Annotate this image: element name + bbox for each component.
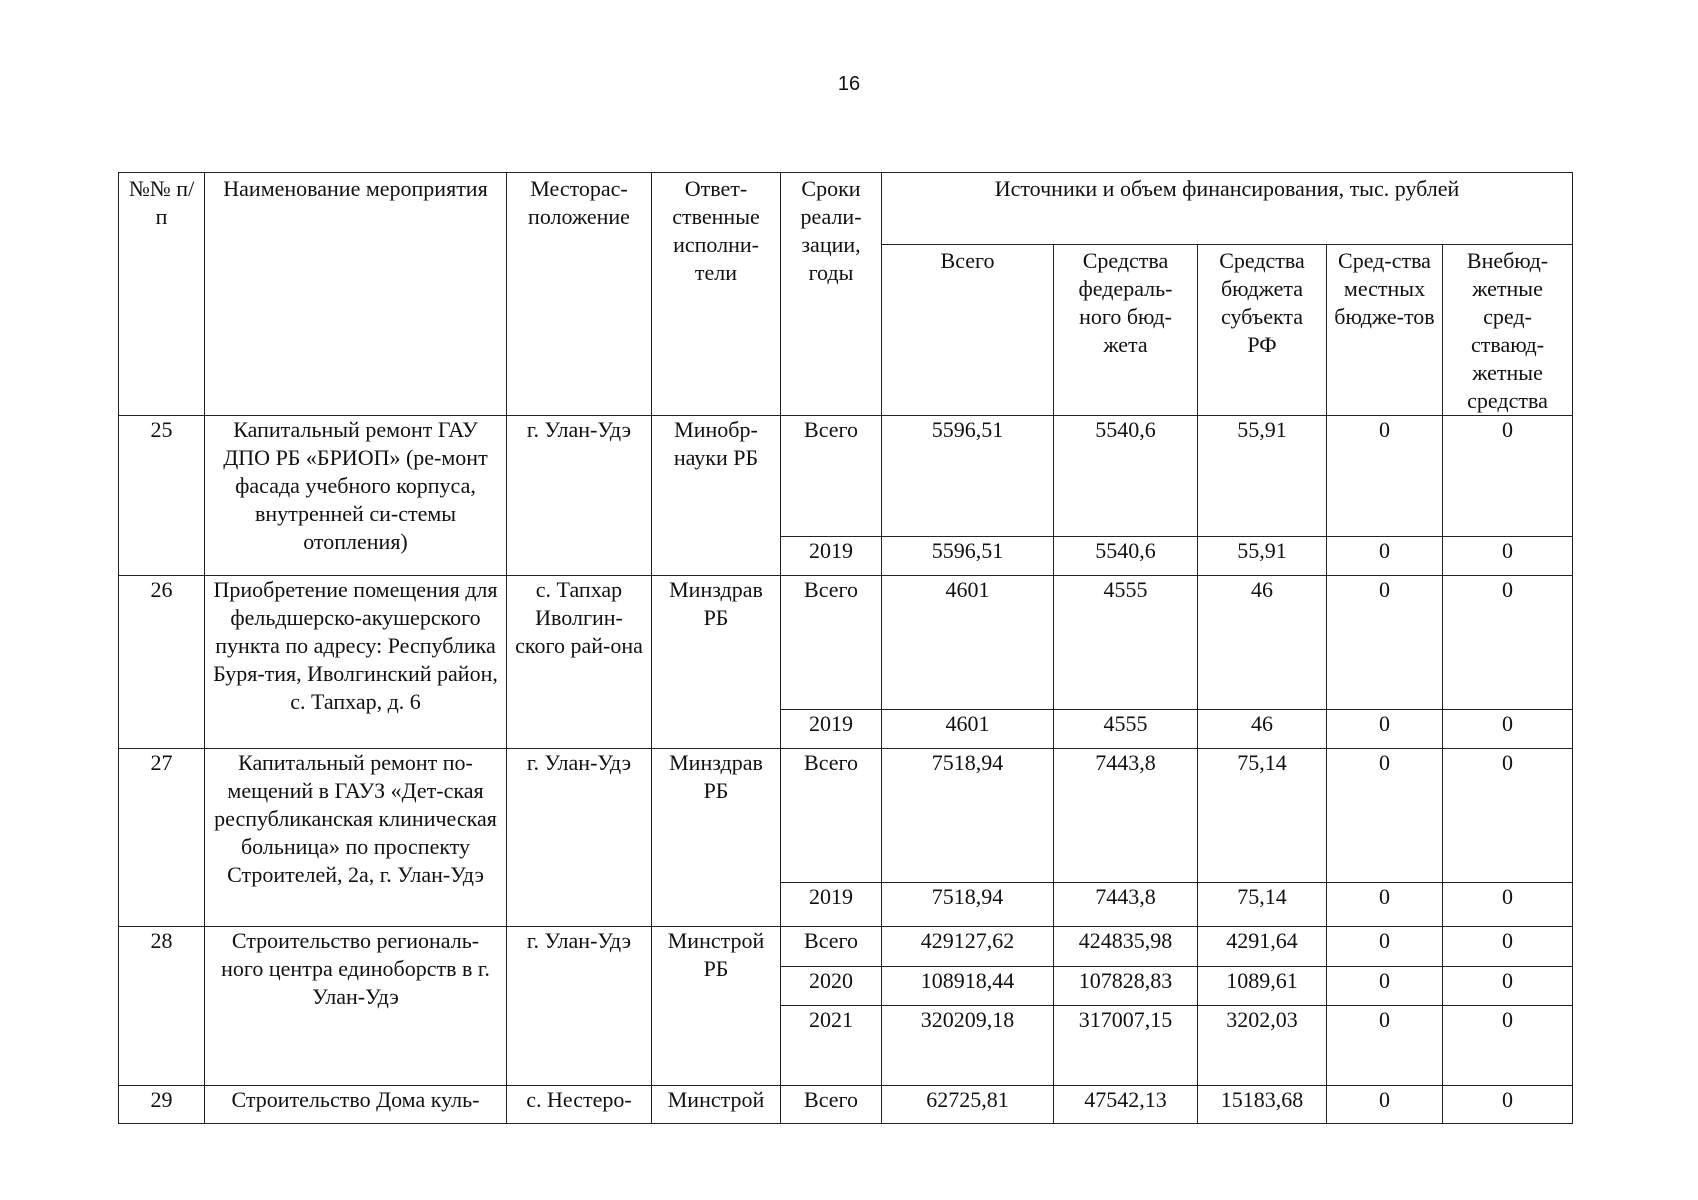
table-row [119, 576, 1573, 710]
row-extra: 0 [1443, 1086, 1573, 1124]
table-row [119, 749, 1573, 883]
row-extra: 0 [1443, 883, 1573, 927]
row-executor: Минздрав РБ [652, 576, 781, 749]
header-federal: Средства федераль-ного бюд-жета [1054, 245, 1198, 416]
row-location: г. Улан-Удэ [507, 749, 652, 927]
row-regional: 15183,68 [1198, 1086, 1327, 1124]
row-total: 320209,18 [882, 1006, 1054, 1086]
row-year: 2019 [781, 710, 882, 749]
row-year: Всего [781, 416, 882, 537]
row-federal: 5540,6 [1054, 537, 1198, 576]
row-num: 29 [119, 1086, 205, 1124]
row-local: 0 [1327, 749, 1443, 883]
row-num: 27 [119, 749, 205, 927]
row-year: 2020 [781, 967, 882, 1006]
row-name: Приобретение помещения для фельдшерско-акушерского пункта по адресу: Республика Буря-тия, Иволгинский район, с. Тапхар, д. 6 [205, 576, 507, 749]
row-total: 5596,51 [882, 537, 1054, 576]
row-regional: 46 [1198, 710, 1327, 749]
row-regional: 75,14 [1198, 749, 1327, 883]
row-extra: 0 [1443, 1006, 1573, 1086]
row-local: 0 [1327, 1006, 1443, 1086]
row-name: Капитальный ремонт ГАУ ДПО РБ «БРИОП» (ре-монт фасада учебного корпуса, внутренней си-стемы отопления) [205, 416, 507, 576]
table-row [119, 416, 1573, 537]
header-total: Всего [882, 245, 1054, 416]
row-extra: 0 [1443, 537, 1573, 576]
row-federal: 7443,8 [1054, 749, 1198, 883]
header-sources: Источники и объем финансирования, тыс. рублей [882, 173, 1573, 245]
row-name: Капитальный ремонт по-мещений в ГАУЗ «Дет-ская республиканская клиническая больница» по проспекту Строителей, 2а, г. Улан-Удэ [205, 749, 507, 927]
table-row [119, 927, 1573, 967]
page-number: 16 [837, 73, 861, 95]
header-extra: Внебюд-жетные сред-стваюд-жетные средства [1443, 245, 1573, 416]
row-extra: 0 [1443, 927, 1573, 967]
row-executor: Минздрав РБ [652, 749, 781, 927]
row-local: 0 [1327, 416, 1443, 537]
row-location: г. Улан-Удэ [507, 416, 652, 576]
row-regional: 55,91 [1198, 416, 1327, 537]
row-total: 7518,94 [882, 883, 1054, 927]
row-extra: 0 [1443, 749, 1573, 883]
row-regional: 3202,03 [1198, 1006, 1327, 1086]
header-location: Месторас-положение [507, 173, 652, 416]
row-year: Всего [781, 749, 882, 883]
row-executor: Минстрой [652, 1086, 781, 1124]
row-total: 4601 [882, 710, 1054, 749]
row-extra: 0 [1443, 967, 1573, 1006]
row-num: 28 [119, 927, 205, 1086]
row-local: 0 [1327, 967, 1443, 1006]
row-total: 429127,62 [882, 927, 1054, 967]
row-local: 0 [1327, 576, 1443, 710]
financing-table [118, 172, 1573, 1124]
row-federal: 5540,6 [1054, 416, 1198, 537]
row-federal: 317007,15 [1054, 1006, 1198, 1086]
header-local: Сред-ства местных бюдже-тов [1327, 245, 1443, 416]
row-total: 62725,81 [882, 1086, 1054, 1124]
row-year: 2021 [781, 1006, 882, 1086]
header-num: №№ п/п [119, 173, 205, 416]
row-local: 0 [1327, 883, 1443, 927]
row-total: 4601 [882, 576, 1054, 710]
row-federal: 4555 [1054, 710, 1198, 749]
row-local: 0 [1327, 537, 1443, 576]
row-regional: 1089,61 [1198, 967, 1327, 1006]
row-total: 5596,51 [882, 416, 1054, 537]
row-federal: 4555 [1054, 576, 1198, 710]
row-federal: 107828,83 [1054, 967, 1198, 1006]
row-executor: Минстрой РБ [652, 927, 781, 1086]
row-local: 0 [1327, 710, 1443, 749]
row-name: Строительство Дома куль- [205, 1086, 507, 1124]
row-location: с. Нестеро- [507, 1086, 652, 1124]
row-regional: 4291,64 [1198, 927, 1327, 967]
row-regional: 46 [1198, 576, 1327, 710]
row-year: Всего [781, 927, 882, 967]
row-federal: 47542,13 [1054, 1086, 1198, 1124]
table-row [119, 1086, 1573, 1124]
row-regional: 55,91 [1198, 537, 1327, 576]
row-location: г. Улан-Удэ [507, 927, 652, 1086]
header-years: Сроки реали-зации, годы [781, 173, 882, 416]
row-extra: 0 [1443, 416, 1573, 537]
row-year: 2019 [781, 883, 882, 927]
row-regional: 75,14 [1198, 883, 1327, 927]
header-regional: Средства бюджета субъекта РФ [1198, 245, 1327, 416]
row-num: 26 [119, 576, 205, 749]
row-local: 0 [1327, 1086, 1443, 1124]
row-federal: 7443,8 [1054, 883, 1198, 927]
row-year: Всего [781, 576, 882, 710]
row-year: 2019 [781, 537, 882, 576]
row-extra: 0 [1443, 710, 1573, 749]
row-total: 7518,94 [882, 749, 1054, 883]
row-extra: 0 [1443, 576, 1573, 710]
row-name: Строительство региональ-ного центра единоборств в г. Улан-Удэ [205, 927, 507, 1086]
row-executor: Минобр-науки РБ [652, 416, 781, 576]
row-year: Всего [781, 1086, 882, 1124]
header-executors: Ответ-ственные исполни-тели [652, 173, 781, 416]
row-total: 108918,44 [882, 967, 1054, 1006]
header-name: Наименование мероприятия [205, 173, 507, 416]
row-num: 25 [119, 416, 205, 576]
row-location: с. Тапхар Иволгин-ского рай-она [507, 576, 652, 749]
row-local: 0 [1327, 927, 1443, 967]
row-federal: 424835,98 [1054, 927, 1198, 967]
